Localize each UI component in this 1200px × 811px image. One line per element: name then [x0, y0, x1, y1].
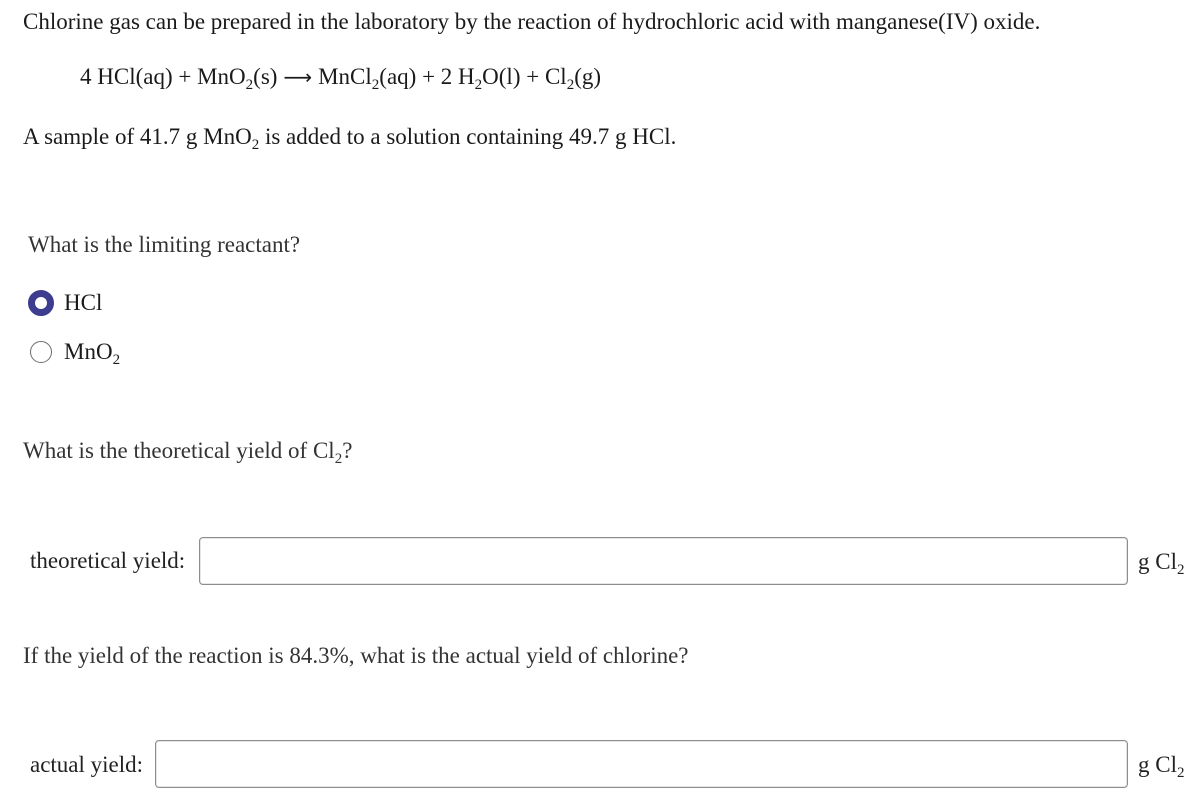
unit-text: g Cl [1138, 549, 1177, 574]
reaction-arrow-icon: ⟶ [283, 65, 313, 89]
option-label-sub: 2 [112, 352, 121, 368]
eq-product: MnCl [318, 64, 372, 89]
eq-state: (aq) + 2 H [379, 64, 475, 89]
sample-statement [23, 124, 677, 153]
radio-unselected-icon[interactable] [30, 341, 52, 363]
radio-selected-icon[interactable] [28, 290, 54, 316]
eq-state: (s) [253, 64, 278, 89]
option-label: HCl [64, 290, 103, 315]
actual-yield-input[interactable] [155, 740, 1128, 788]
question-theoretical-yield [23, 438, 353, 467]
actual-yield-unit [1138, 752, 1185, 781]
question-actual-yield: If the yield of the reaction is 84.3%, what is the actual yield of chlorine? [23, 643, 689, 668]
unit-sub: 2 [1176, 765, 1185, 781]
eq-sub: 2 [371, 77, 380, 93]
option-mno2[interactable] [30, 339, 121, 368]
sample-text: A sample of 41.7 g MnO [23, 124, 252, 149]
option-label-text: MnO [64, 339, 113, 364]
sample-text: is added to a solution containing 49.7 g HCl. [259, 124, 677, 149]
question-sub: 2 [334, 451, 343, 467]
option-hcl[interactable] [30, 290, 102, 316]
sample-sub: 2 [251, 137, 260, 153]
eq-reactants: 4 HCl(aq) + MnO [80, 64, 246, 89]
theoretical-yield-input[interactable] [199, 537, 1128, 585]
question-text: ? [342, 438, 353, 463]
question-text: What is the theoretical yield of Cl [23, 438, 335, 463]
eq-product: O(l) + Cl [482, 64, 567, 89]
actual-yield-label: actual yield: [30, 752, 144, 777]
theoretical-yield-unit [1138, 549, 1185, 578]
problem-intro: Chlorine gas can be prepared in the laboratory by the reaction of hydrochloric acid with manganese(IV) oxide. [23, 9, 1041, 34]
theoretical-yield-label: theoretical yield: [30, 548, 186, 573]
unit-text: g Cl [1138, 752, 1177, 777]
question-limiting-reactant: What is the limiting reactant? [28, 232, 301, 257]
unit-sub: 2 [1176, 562, 1185, 578]
eq-sub: 2 [474, 77, 483, 93]
option-label [64, 339, 121, 368]
eq-sub: 2 [245, 77, 254, 93]
eq-state: (g) [574, 64, 602, 89]
chemical-equation [80, 64, 602, 93]
eq-sub: 2 [566, 77, 575, 93]
